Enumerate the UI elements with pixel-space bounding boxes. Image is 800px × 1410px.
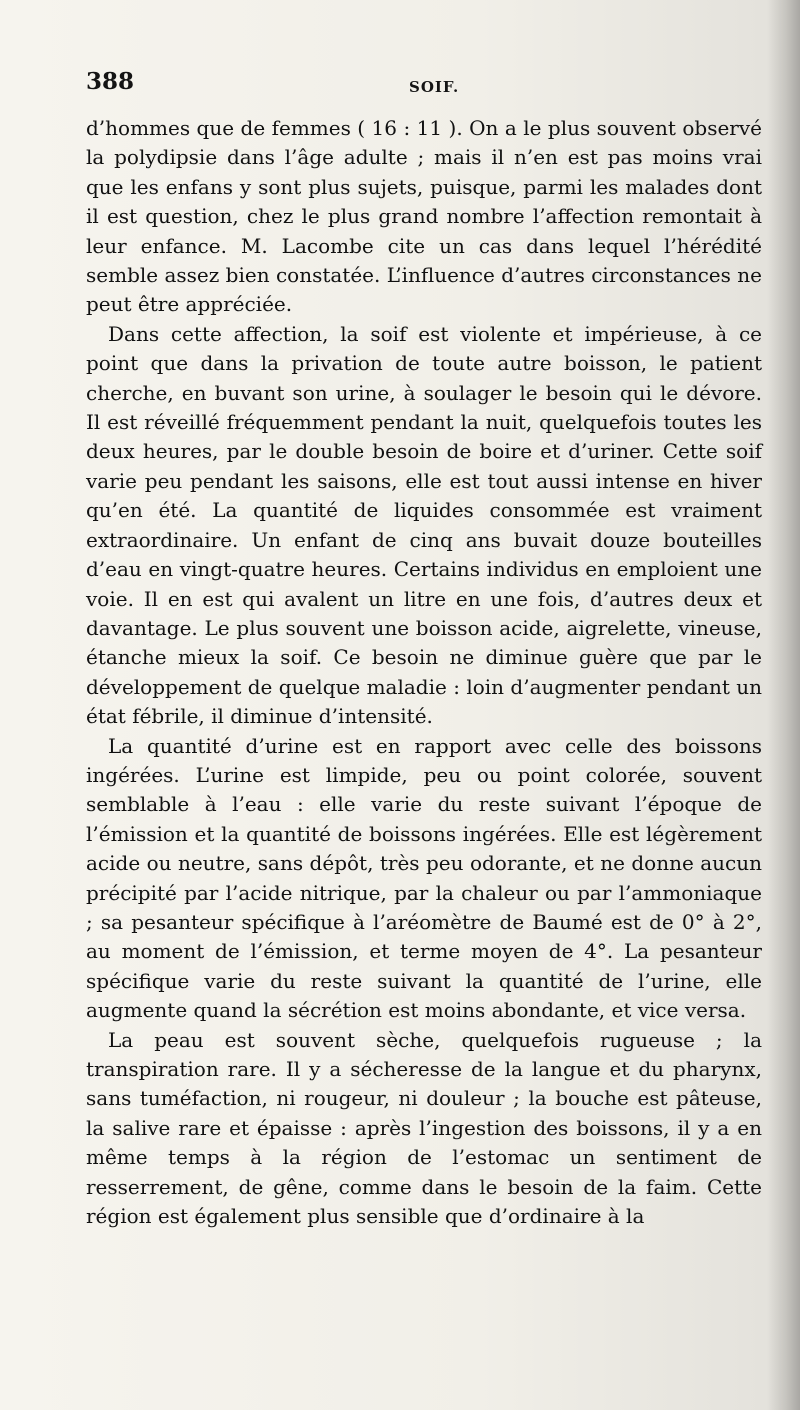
paragraph-2: Dans cette affection, la soif est violente et impérieuse, à ce point que dans la privation de toute autre boisson, le patient cherche, en buvant son urine, à soulager le besoin qui le dévore. Il est réveillé fréquemment pendant la nuit, quelquefois toutes les deux heures, par le double besoin de boire et d’uriner. Cette soif varie peu pendant les saisons, elle est tout aussi intense en hiver qu’en été. La quantité de liquides consommée est vraiment extraordinaire. Un enfant de cinq ans buvait douze bouteilles d’eau en vingt-quatre heures. Certains individus en emploient une voie. Il en est qui avalent un litre en une fois, d’autres deux et davantage. Le plus souvent une boisson acide, aigrelette, vineuse, étanche mieux la soif. Ce besoin ne diminue guère que par le développement de quelque maladie : loin d’augmenter pendant un état fébrile, il diminue d’intensité.: [86, 321, 762, 729]
page-edge-shadow: [766, 0, 800, 1410]
paragraph-1: d’hommes que de femmes ( 16 : 11 ). On a le plus souvent observé la polydipsie dans l’âge adulte ; mais il n’en est pas moins vrai que les enfans y sont plus sujets, puisque, parmi les malades dont il est question, chez le plus grand nombre l’affection remontait à leur enfance. M. Lacombe cite un cas dans lequel l’hérédité semble assez bien constatée. L’influence d’autres circonstances ne peut être appréciée.: [86, 116, 762, 317]
page-header: [86, 68, 766, 102]
running-head: SOIF.: [409, 78, 460, 96]
paragraph-4: La peau est souvent sèche, quelquefois rugueuse ; la transpiration rare. Il y a sécheresse de la langue et du pharynx, sans tuméfaction, ni rougeur, ni douleur ; la bouche est pâteuse, la salive rare et épaisse : après l’ingestion des boissons, il y a en même temps à la région de l’estomac un sentiment de resserrement, de gêne, comme dans le besoin de la faim. Cette région est également plus sensible que d’ordinaire à la: [86, 1027, 762, 1229]
body-text: [86, 114, 762, 1231]
paragraph-3: La quantité d’urine est en rapport avec celle des boissons ingérées. L’urine est limpide, peu ou point colorée, souvent semblable à l’eau : elle varie du reste suivant l’époque de l’émission et la quantité de boissons ingérées. Elle est légèrement acide ou neutre, sans dépôt, très peu odorante, et ne donne aucun précipité par l’acide nitrique, par la chaleur ou par l’ammoniaque ; sa pesanteur spécifique à l’aréomètre de Baumé est de 0° à 2°, au moment de l’émission, et terme moyen de 4°. La pesanteur spécifique varie du reste suivant la quantité de l’urine, elle augmente quand la sécrétion est moins abondante, et vice versa.: [86, 733, 762, 1023]
page-number: 388: [86, 68, 135, 95]
